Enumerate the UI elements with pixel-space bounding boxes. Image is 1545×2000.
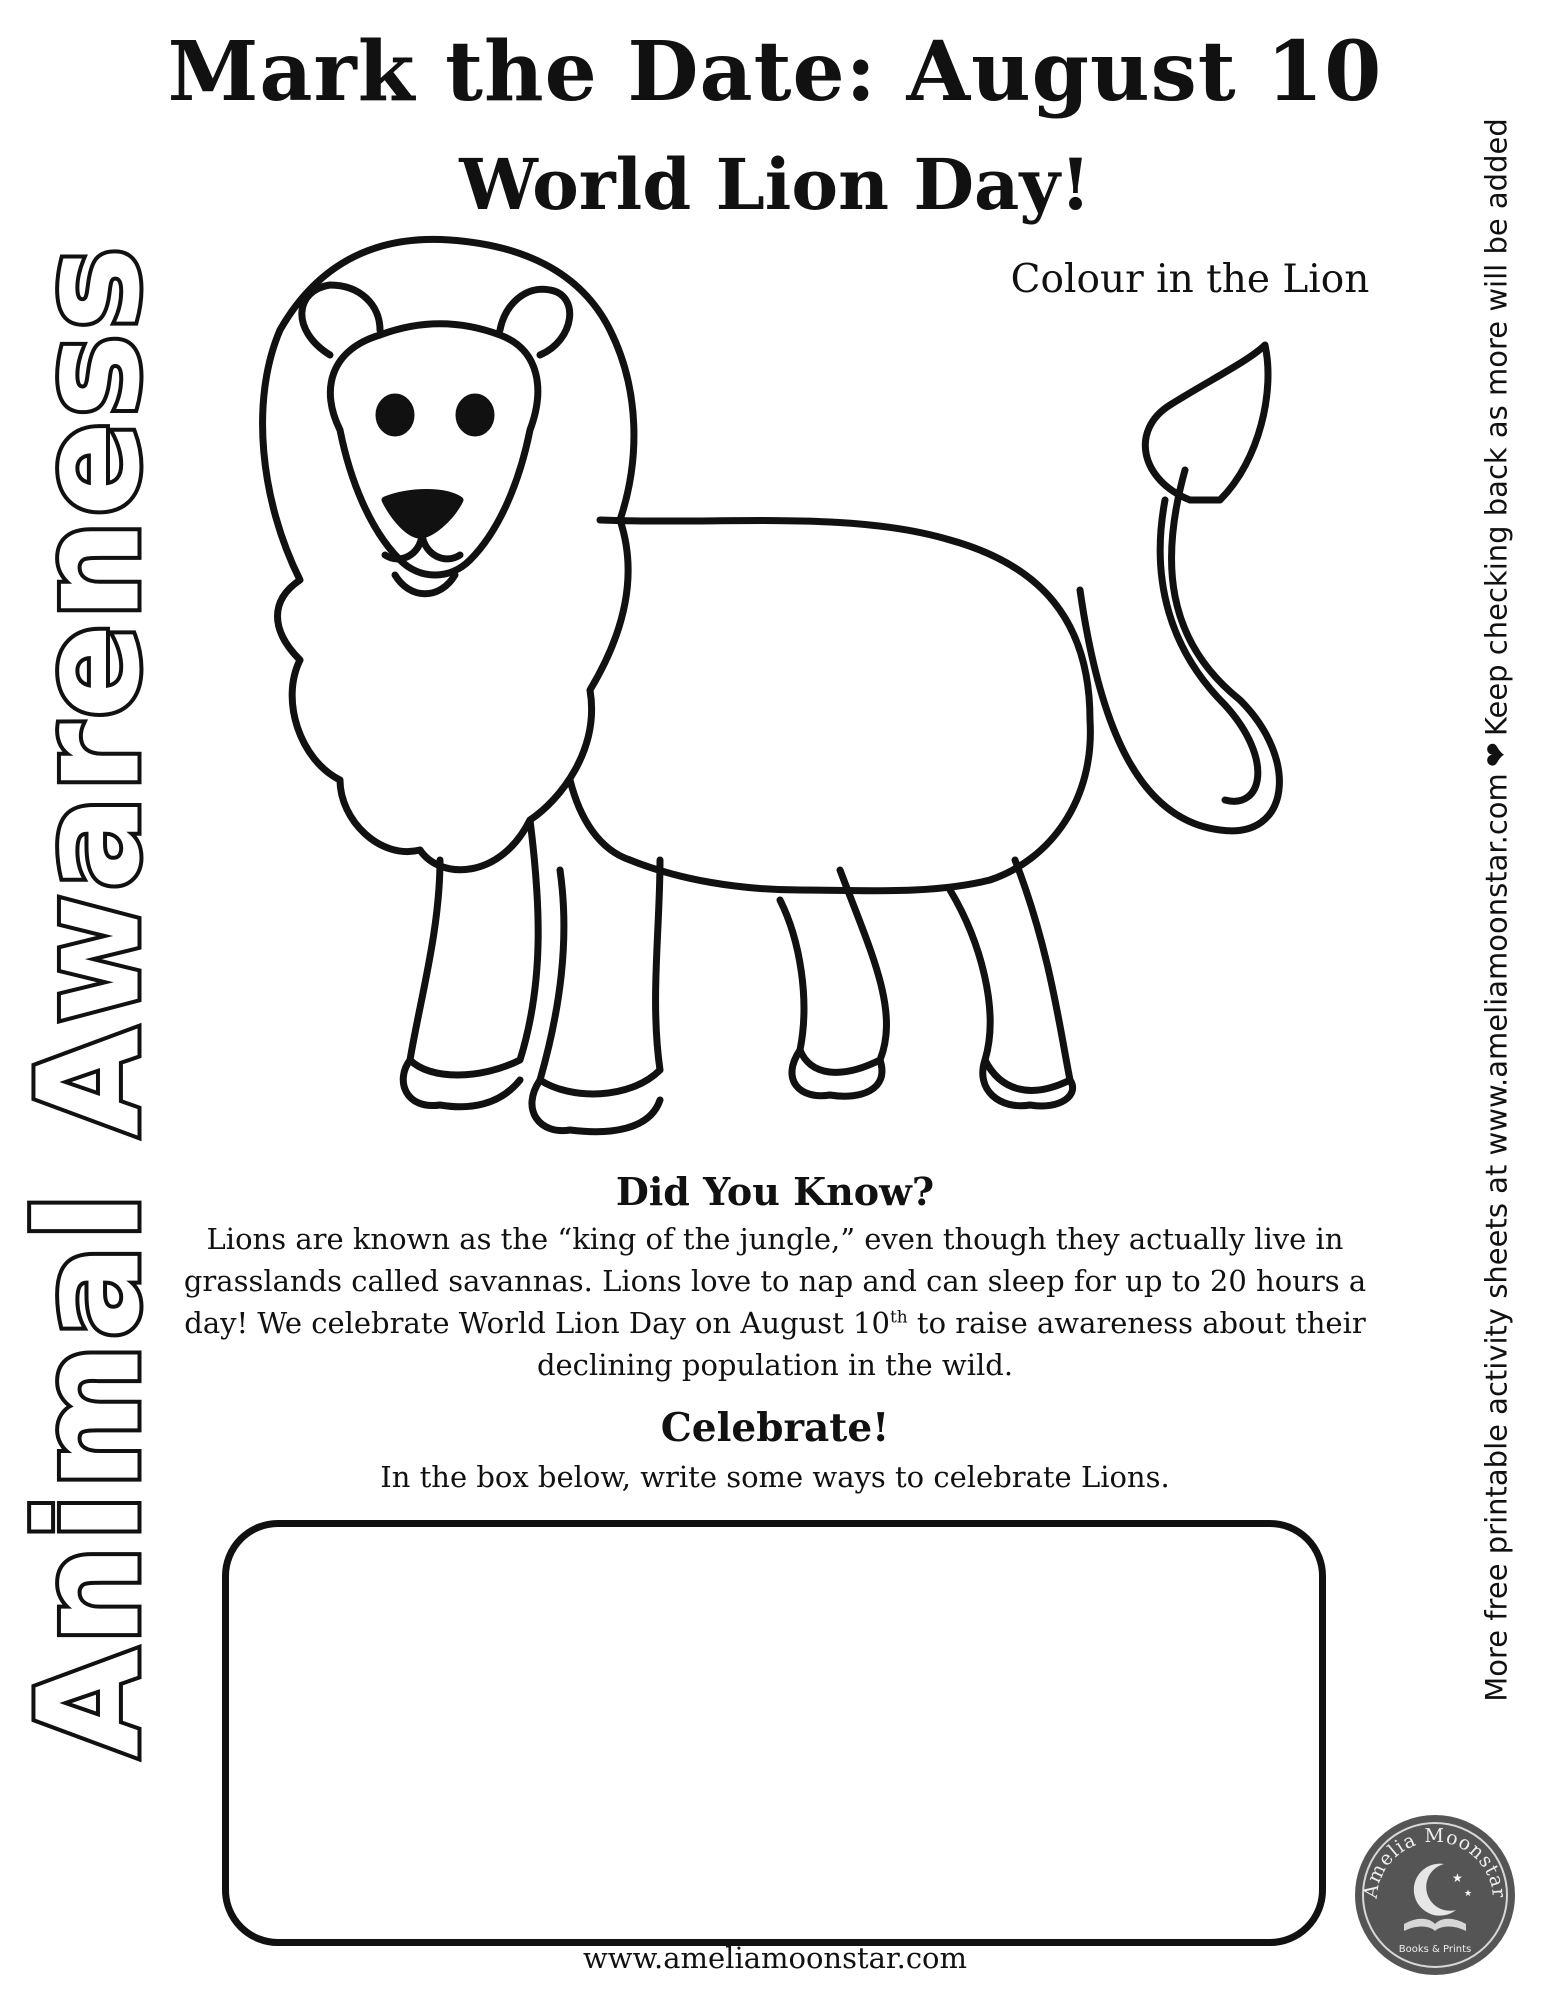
lion-tail-tuft	[1145, 345, 1268, 500]
lion-illustration	[250, 225, 1320, 1155]
side-note-website: More free printable activity sheets at www.ameliamoonstar.com	[1479, 773, 1514, 1702]
did-you-know-heading: Did You Know?	[615, 1169, 935, 1214]
lion-eye	[379, 397, 411, 433]
lion-face	[330, 324, 537, 575]
lion-mane	[263, 239, 634, 869]
side-note-keep-checking: Keep checking back as more will be added	[1479, 118, 1514, 737]
celebrate-heading: Celebrate!	[660, 1405, 890, 1451]
logo-tagline: Books & Prints	[1398, 1944, 1472, 1955]
animal-awareness-banner: Animal Awareness	[8, 242, 172, 1758]
page-title: Mark the Date: August 10	[167, 24, 1383, 120]
logo-name: Amelia Moonstar	[1359, 1824, 1511, 1900]
lion-body	[570, 520, 1090, 891]
lion-chin	[395, 575, 455, 594]
page-subtitle: World Lion Day!	[459, 143, 1091, 226]
did-you-know-text: Lions are known as the “king of the jungle,” even though they actually live in grasslands called savannas. Lions love to nap and can sleep for up to 20 hours a day! We celebrate World Lion Day on August 10th to raise awareness about their declining population in the wild.	[183, 1222, 1367, 1382]
star-icon: ★	[1452, 1871, 1463, 1885]
star-icon: ★	[1464, 1889, 1473, 1899]
lion-eye	[459, 397, 491, 433]
writing-box[interactable]	[222, 1520, 1326, 1946]
celebrate-instructions: In the box below, write some ways to celebrate Lions.	[380, 1460, 1170, 1494]
lion-ear	[500, 289, 570, 355]
ordinal-suffix: th	[889, 1307, 908, 1328]
heart-icon: ❤	[1479, 742, 1515, 768]
lion-ear	[302, 285, 380, 355]
footer-website[interactable]: www.ameliamoonstar.com	[582, 1941, 968, 1975]
lion-nose	[385, 493, 460, 536]
side-note	[1480, 118, 1515, 1702]
lion-back-leg-far	[780, 870, 886, 1072]
lion-tail	[1080, 470, 1279, 831]
lion-front-leg-far	[540, 860, 660, 1094]
lion-back-leg	[950, 860, 1070, 1090]
colour-instruction: Colour in the Lion	[1010, 257, 1370, 302]
